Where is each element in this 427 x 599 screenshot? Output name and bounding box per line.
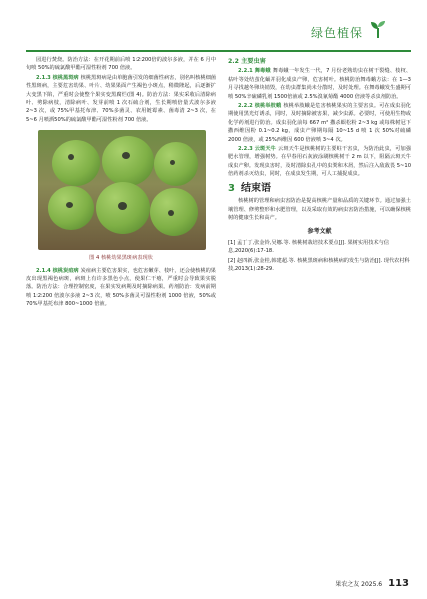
subsection-heading: 2.2.3 云斑天牛 — [238, 146, 277, 153]
paragraph-text: 舞毒蛾一年发生一代，7 月份老熟幼虫在树干裂缝、枝杈、枯叶等处结茧化蛹并羽化成虫产卵，危害树叶。核桃防治舞毒蛾方法：在 1—3 月寻找越冬卵块销毁，在幼虫群集尚未分散时，及时处理。在舞毒蛾发生盛期可喷 50%辛硫磷乳剂 1500倍液或 2.5%溴氰菊酯 4000 倍液等杀虫剂防治。 — [228, 68, 412, 100]
section-title-text: 结束语 — [240, 182, 271, 194]
paragraph-text: 核桃举肢蛾是危害核桃果实的主要害虫。可在成虫羽化期使用黑光灯诱杀，同时，及时摘除被害果，减少虫源。必要时，可使用生物或化学药剂进行防治。成虫羽化前每 667 m² 撒杀螟松粉 2~3 kg 或每株树冠下撒西维因粉 0.1~0.2 kg，成虫产卵期每隔 10~15 d 喷 1 次 50%对硫磷 2000 倍液，或 25%西维因 600 倍液喷 3~4 次。 — [228, 103, 411, 143]
paragraph — [228, 102, 411, 144]
walnut-photo — [38, 130, 206, 250]
paragraph — [26, 267, 216, 309]
subsection-heading: 2.1.4 核桃炭疽病 — [36, 267, 79, 274]
paragraph-text: 云斑天牛是核桃树的主要蛀干害虫，为防治此虫，可加强肥水管理，增强树势。在早春用石灰液涂刷核桃树干 2 m 以下，阻隔云斑天牛成虫产卵。发现虫害时，及时清除虫孔中的虫粪和木屑，然后注入敌敌畏 5~10 倍药剂杀灭幼虫，同时，在成虫发生期，可人工捕捉成虫。 — [228, 146, 411, 178]
page-number: 113 — [388, 578, 409, 589]
references-title: 参考文献 — [307, 228, 332, 236]
reference-item: [1] 孟丁丁,张金铃,吴娜.等. 核桃树栽培技术要点[J]. 果树实用技术与信息,2020(6):17-18. — [228, 239, 389, 255]
header-rule — [26, 50, 411, 52]
paragraph — [228, 145, 411, 179]
column-tag: 绿色植保 — [310, 26, 363, 40]
paragraph — [228, 67, 411, 101]
paragraph: 核桃树的管理和病虫害防治是提高核桃产量和品质的关键环节。通过加强土壤管理、修剪整形和水肥管理，以及采取有效的病虫害防治措施，可以确保核桃树的健康生长和高产。 — [228, 198, 411, 221]
right-column — [228, 56, 411, 274]
subsection-heading: 2.2.2 核桃举肢蛾 — [238, 103, 282, 110]
subsection-heading: 2.2.1 舞毒蛾 — [238, 68, 271, 75]
paragraph-text: 核桃黑斑病是由单胞菌引发的细菌性病害，别名叫核桃细菌性黑斑病，主要危害幼果、叶片、幼果果面产生褐色小斑点，稍微隆起，后逐渐扩大变黑下陷，严重时会使整个果实变黑腐烂(图 4)。防治方法：果实采收后清除病叶、剪除病枝，清除病叶、发芽前喷 1 次石硫合剂，生长期喷倍量式波尔多液 2~3 次，或 75%甲基托布津、70%多菌灵、农用链霉素、菌毒清 2~3 次，在 5~6 月喷洒50%的硫氯酸甲酯可湿性粉剂 700 倍液。 — [26, 74, 216, 123]
paragraph — [26, 74, 216, 124]
left-column — [26, 56, 216, 310]
paragraph: 园进行焚烧。防治方法：在开花期前后喷 1∶2∶200倍的波尔多液，并在 6 月中旬喷 50%的硫氯酸甲酯可湿性粉剂 700 倍液。 — [26, 57, 216, 72]
journal-issue: 果农之友 2025.6 — [335, 581, 383, 588]
subsection-heading: 2.1.3 核桃黑斑病 — [36, 74, 79, 81]
paragraph-text: 炭疽病主要危害果实，也危害嫩芽、枝叶，还会使核桃的果皮出现黑褐色病斑，病斑上有许多黑色小点，使果仁干瘪，严重时会导致果实脱落。防治方法：合理控制密度，在果实发病期及时摘除病果。药剂防治：发病前期喷 1∶2∶200 倍波尔多液 2~3 次，喷 50%多菌灵可湿性粉剂 1000 倍液，50%或 70%甲基托布津 800~1000 倍液。 — [26, 267, 216, 308]
section-number: 3 — [228, 182, 235, 194]
page-footer — [335, 578, 409, 589]
figure-caption: 图 4 核桃幼果黑斑病表现状 — [89, 255, 153, 262]
reference-item: [2] 赵四新,张金桂,韩建超.等. 核桃黑斑病和核桃病的发生与防治[J]. 现代农村科技,2013(1):28-29. — [228, 257, 410, 272]
sprout-icon — [367, 18, 389, 40]
section-title — [228, 182, 411, 194]
section-heading: 2.2 主要虫害 — [228, 58, 266, 65]
